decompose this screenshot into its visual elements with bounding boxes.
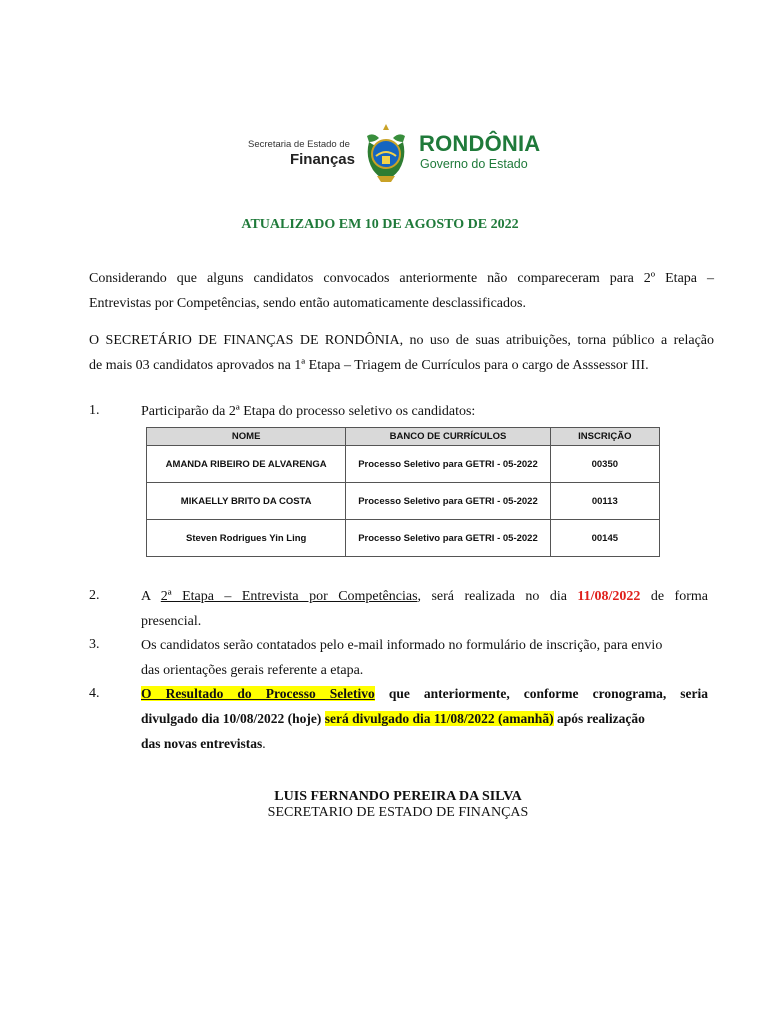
candidate-registration: 00350 <box>550 446 659 483</box>
item-2-line-2: presencial. <box>141 614 202 629</box>
candidate-registration: 00113 <box>550 483 659 520</box>
signatory-title: SECRETARIO DE ESTADO DE FINANÇAS <box>267 805 529 820</box>
item-4-post2: após realização <box>553 711 645 726</box>
item-3-line-2: das orientações gerais referente a etapa. <box>141 663 364 678</box>
item-2-date: 11/08/2022 <box>577 589 641 604</box>
announcement-paragraph <box>89 328 714 378</box>
item-number-2: 2. <box>89 588 100 603</box>
header-banco: BANCO DE CURRÍCULOS <box>346 428 550 446</box>
item-text-3 <box>141 633 708 683</box>
header-inscricao: INSCRIÇÃO <box>550 428 659 446</box>
state-name: RONDÔNIA <box>419 131 541 156</box>
table-row <box>147 446 660 483</box>
item-number-4: 4. <box>89 686 100 701</box>
header-logos <box>245 122 541 184</box>
header-nome: NOME <box>147 428 346 446</box>
table-row <box>147 483 660 520</box>
candidate-bank: Processo Seletivo para GETRI - 05-2022 <box>346 446 550 483</box>
updated-heading: ATUALIZADO EM 10 DE AGOSTO DE 2022 <box>241 217 519 232</box>
announcement-line-1: O SECRETÁRIO DE FINANÇAS DE RONDÔNIA, no uso de suas atribuições, torna público a relação <box>89 333 714 348</box>
item-4-highlight-1: O Resultado do Processo Seletivo <box>141 686 375 701</box>
financas-label: Finanças <box>289 151 355 168</box>
candidates-table <box>146 427 660 557</box>
item-2-mid: , será realizada no dia <box>417 589 578 604</box>
table-header-row <box>147 428 660 446</box>
secretaria-label: Secretaria de Estado de <box>248 139 350 150</box>
candidate-name: AMANDA RIBEIRO DE ALVARENGA <box>147 446 346 483</box>
item-text-4 <box>141 681 708 756</box>
table-row <box>147 520 660 557</box>
item-4-line-3 <box>141 731 708 756</box>
intro-line-2: Entrevistas por Competências, sendo então automaticamente desclassificados. <box>89 296 526 311</box>
signatory-name: LUIS FERNANDO PEREIRA DA SILVA <box>274 789 522 804</box>
intro-line-1: Considerando que alguns candidatos convocados anteriormente não compareceram para 2º Etapa – <box>89 271 714 286</box>
state-subtitle: Governo do Estado <box>420 157 528 171</box>
candidate-bank: Processo Seletivo para GETRI - 05-2022 <box>346 483 550 520</box>
item-text-2 <box>141 584 708 634</box>
item-4-highlight-2: será divulgado dia 11/08/2022 (amanhã) <box>324 711 554 726</box>
item-4-mid: que anteriormente, conforme cronograma, seria <box>374 686 708 701</box>
item-2-line-1 <box>141 584 708 609</box>
state-coat-of-arms-icon <box>361 122 411 184</box>
item-number-3: 3. <box>89 637 100 652</box>
item-2-pre: A <box>141 589 161 604</box>
candidate-name: Steven Rodrigues Yin Ling <box>147 520 346 557</box>
item-3-line-1: Os candidatos serão contatados pelo e-mail informado no formulário de inscrição, para envio <box>141 638 663 653</box>
candidate-registration: 00145 <box>550 520 659 557</box>
item-4-pre2: divulgado dia 10/08/2022 (hoje) <box>141 711 325 726</box>
item-number-1: 1. <box>89 403 100 418</box>
item-4-line-2 <box>141 706 708 731</box>
item-text-1: Participarão da 2ª Etapa do processo seletivo os candidatos: <box>141 404 476 419</box>
item-4-line-1 <box>141 681 708 706</box>
item-2-underlined: 2ª Etapa – Entrevista por Competências <box>160 589 418 604</box>
item-4-line3-text: das novas entrevistas <box>141 736 263 751</box>
item-2-post: de forma <box>640 589 708 604</box>
candidate-name: MIKAELLY BRITO DA COSTA <box>147 483 346 520</box>
candidate-bank: Processo Seletivo para GETRI - 05-2022 <box>346 520 550 557</box>
announcement-line-2: de mais 03 candidatos aprovados na 1ª Etapa – Triagem de Currículos para o cargo de Asssessor III. <box>89 358 649 373</box>
intro-paragraph <box>89 266 714 316</box>
item-4-line3-end: . <box>262 736 266 751</box>
